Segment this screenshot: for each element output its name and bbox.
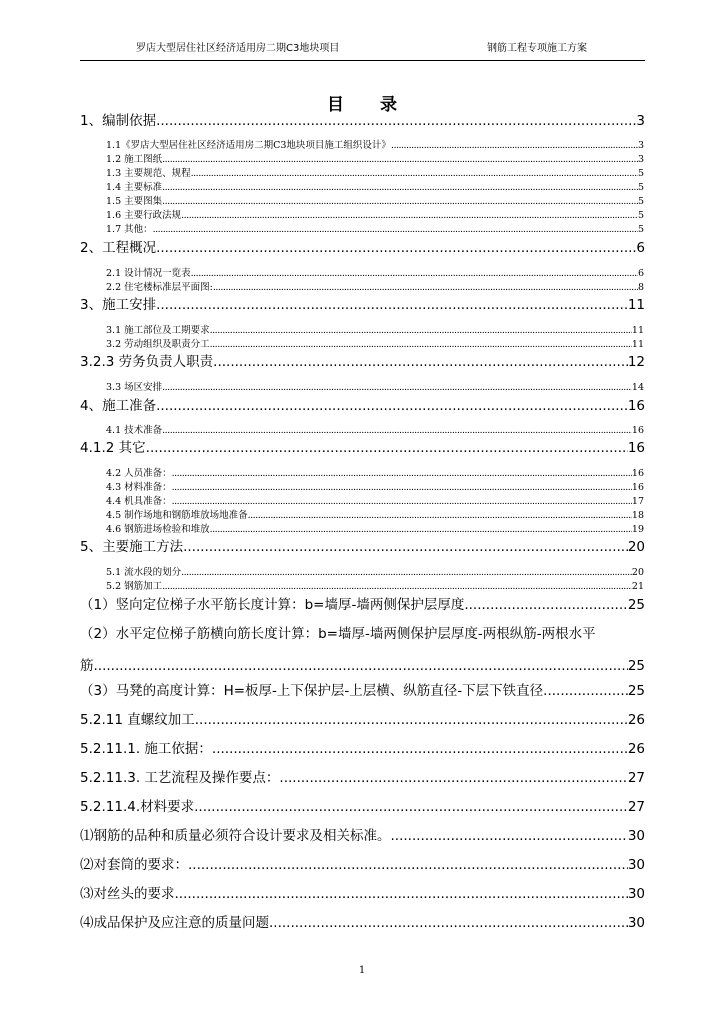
- toc-entry-text: 4.2 人员准备：: [106, 468, 172, 479]
- toc-entry-page: 5: [637, 196, 644, 207]
- toc-entry-text: 1.4 主要标准: [106, 182, 163, 193]
- toc-entry-3-2[interactable]: [106, 338, 644, 351]
- toc-entry-page: 11: [631, 339, 644, 350]
- toc-entry-1-3[interactable]: [106, 167, 644, 180]
- toc-entry-text-line1: （2）水平定位梯子筋横向筋长度计算：b=墙厚-墙两侧保护层厚度-两根纵筋-两根水平: [80, 626, 596, 642]
- toc-entry-text: 5.2.11 直螺纹加工: [80, 712, 195, 728]
- toc-entry-2-1[interactable]: [106, 267, 644, 280]
- toc-entry-page: 8: [637, 282, 644, 293]
- toc-entry-3-1[interactable]: [106, 324, 644, 337]
- toc-entry-page: 5: [637, 224, 644, 235]
- page-number: 1: [358, 965, 366, 976]
- toc-entry-4-1-2[interactable]: [80, 438, 645, 458]
- toc-entry-page: 25: [627, 683, 645, 699]
- toc-entry-1-4[interactable]: [106, 181, 644, 194]
- toc-entry-rebar-quality[interactable]: [80, 825, 645, 847]
- toc-entry-thread-head-requirements[interactable]: [80, 883, 645, 905]
- toc-entry-page: 30: [627, 915, 645, 931]
- toc-entry-5[interactable]: [80, 537, 645, 557]
- toc-entry-text: 1.6 主要行政法规: [106, 210, 182, 221]
- toc-entry-text: 5.2.11.1. 施工依据：: [80, 741, 212, 757]
- toc-entry-page: 30: [627, 857, 645, 873]
- toc-entry-page: 3: [637, 154, 644, 165]
- toc-entry-page: 5: [637, 168, 644, 179]
- toc-entry-page: 11: [627, 297, 645, 313]
- toc-entry-5-1[interactable]: [106, 566, 644, 579]
- toc-entry-text: 3.2 劳动组织及职责分工: [106, 339, 210, 350]
- toc-entry-3-3[interactable]: [106, 381, 644, 394]
- toc-entry-text: 1.3 主要规范、规程: [106, 168, 191, 179]
- toc-entry-page: 16: [631, 425, 644, 436]
- toc-entry-page: 5: [637, 210, 644, 221]
- toc-entry-continuation: [80, 655, 645, 677]
- toc-entry-4[interactable]: [80, 396, 645, 416]
- toc-entry-chair-height[interactable]: [80, 680, 645, 702]
- toc-entry-text: （1）竖向定位梯子水平筋长度计算：b=墙厚-墙两侧保护层厚度: [80, 597, 465, 613]
- toc-entry-5-2-11-4[interactable]: [80, 796, 645, 818]
- toc-entry-text: 5.2 钢筋加工: [106, 581, 163, 592]
- toc-entry-4-3[interactable]: [106, 481, 644, 494]
- toc-entry-page: 30: [627, 886, 645, 902]
- toc-entry-page: 6: [636, 240, 645, 256]
- toc-entry-page: 3: [636, 113, 645, 129]
- toc-entry-page: 16: [627, 440, 645, 456]
- toc-entry-page: 20: [631, 567, 644, 578]
- toc-entry-1-7[interactable]: [106, 223, 644, 236]
- toc-entry-text: 4.3 材料准备：: [106, 482, 172, 493]
- toc-entry-text: 4.4 机具准备：: [106, 496, 172, 507]
- toc-entry-page: 25: [627, 597, 645, 613]
- toc-entry-text: 1.7 其他：: [106, 224, 153, 235]
- header-project-name: 罗店大型居住社区经济适用房二期C3地块项目: [136, 43, 340, 54]
- toc-entry-page: 16: [627, 398, 645, 414]
- toc-entry-text: 5.2.11.3. 工艺流程及操作要点：: [80, 770, 280, 786]
- toc-entry-page: 18: [631, 510, 644, 521]
- toc-entry-text: 4.6 钢筋进场检验和堆放: [106, 524, 210, 535]
- toc-entry-text: 5、主要施工方法: [80, 539, 184, 555]
- toc-entry-text: ⑴钢筋的品种和质量必须符合设计要求及相关标准。: [80, 828, 391, 844]
- toc-entry-page: 3: [637, 140, 644, 151]
- toc-entry-text: 3.1 施工部位及工期要求: [106, 325, 210, 336]
- toc-entry-5-2-11-1[interactable]: [80, 738, 645, 760]
- toc-entry-product-protection[interactable]: [80, 912, 645, 934]
- toc-entry-text: 3、施工安排: [80, 297, 157, 313]
- toc-entry-3[interactable]: [80, 295, 645, 315]
- toc-entry-4-4[interactable]: [106, 495, 644, 508]
- toc-entry-page: 11: [631, 325, 644, 336]
- toc-entry-page: 19: [631, 524, 644, 535]
- toc-entry-1-6[interactable]: [106, 209, 644, 222]
- toc-entry-text: 1.2 施工图纸: [106, 154, 163, 165]
- toc-entry-text-line2: 筋: [80, 658, 94, 674]
- toc-entry-1[interactable]: [80, 111, 645, 131]
- toc-entry-sleeve-requirements[interactable]: [80, 854, 645, 876]
- toc-entry-4-1[interactable]: [106, 424, 644, 437]
- toc-entry-page: 27: [627, 799, 645, 815]
- toc-entry-5-2-11[interactable]: [80, 709, 645, 731]
- toc-entry-text: 4.1.2 其它: [80, 440, 146, 456]
- toc-entry-5-2-11-3[interactable]: [80, 767, 645, 789]
- toc-entry-text: 5.1 流水段的划分: [106, 567, 182, 578]
- toc-entry-4-5[interactable]: [106, 509, 644, 522]
- toc-entry-page: 30: [627, 828, 645, 844]
- toc-entry-4-6[interactable]: [106, 523, 644, 536]
- toc-entry-text: 4.1 技术准备: [106, 425, 163, 436]
- header-document-name: 钢筋工程专项施工方案: [487, 43, 587, 54]
- toc-entry-page: 26: [627, 741, 645, 757]
- page-header: [80, 40, 645, 61]
- toc-entry-1-5[interactable]: [106, 195, 644, 208]
- toc-entry-page: 26: [627, 712, 645, 728]
- toc-entry-text: 4、施工准备: [80, 398, 157, 414]
- toc-entry-page: 5: [637, 182, 644, 193]
- toc-entry-5-2[interactable]: [106, 580, 644, 593]
- toc-entry-page: 27: [627, 770, 645, 786]
- toc-entry-text: ⑷成品保护及应注意的质量问题: [80, 915, 269, 931]
- toc-entry-text: 5.2.11.4.材料要求: [80, 799, 195, 815]
- toc-entry-3-2-3[interactable]: [80, 352, 645, 372]
- toc-entry-ladder-transverse-bar[interactable]: [80, 623, 645, 677]
- toc-entry-text: 1、编制依据: [80, 113, 157, 129]
- toc-entry-page: 16: [631, 468, 644, 479]
- toc-entry-2[interactable]: [80, 238, 645, 258]
- toc-entry-text: （3）马凳的高度计算：H=板厚-上下保护层-上层横、纵筋直径-下层下铁直径: [80, 683, 544, 699]
- toc-title: 目录: [327, 95, 433, 115]
- toc-entry-1-1[interactable]: [106, 139, 644, 152]
- toc-entry-page: 25: [627, 658, 645, 674]
- toc-entry-ladder-horizontal-bar[interactable]: [80, 594, 645, 616]
- toc-entry-text: 2.1 设计情况一览表: [106, 268, 191, 279]
- toc-entry-4-2[interactable]: [106, 467, 644, 480]
- toc-entry-page: 16: [631, 482, 644, 493]
- toc-entry-text: 4.5 制作场地和钢筋堆放场地准备: [106, 510, 248, 521]
- toc-entry-text: 2、工程概况: [80, 240, 157, 256]
- toc-entry-text: ⑵对套筒的要求：: [80, 857, 188, 873]
- toc-entry-1-2[interactable]: [106, 153, 644, 166]
- toc-entry-text: 1.5 主要图集: [106, 196, 163, 207]
- toc-entry-text: 1.1《罗店大型居住社区经济适用房二期C3地块项目施工组织设计》: [106, 140, 391, 151]
- toc-entry-2-2[interactable]: [106, 281, 644, 294]
- toc-entry-page: 14: [631, 382, 644, 393]
- toc-entry-text: ⑶对丝头的要求: [80, 886, 175, 902]
- toc-entry-page: 17: [631, 496, 644, 507]
- toc-entry-page: 6: [637, 268, 644, 279]
- toc-entry-text: 3.2.3 劳务负责人职责: [80, 354, 214, 370]
- toc-entry-page: 21: [631, 581, 644, 592]
- toc-entry-page: 20: [627, 539, 645, 555]
- toc-entry-text: 2.2 住宅楼标准层平面图:: [106, 282, 213, 293]
- toc-entry-text: 3.3 场区安排: [106, 382, 163, 393]
- toc-entry-page: 12: [627, 354, 645, 370]
